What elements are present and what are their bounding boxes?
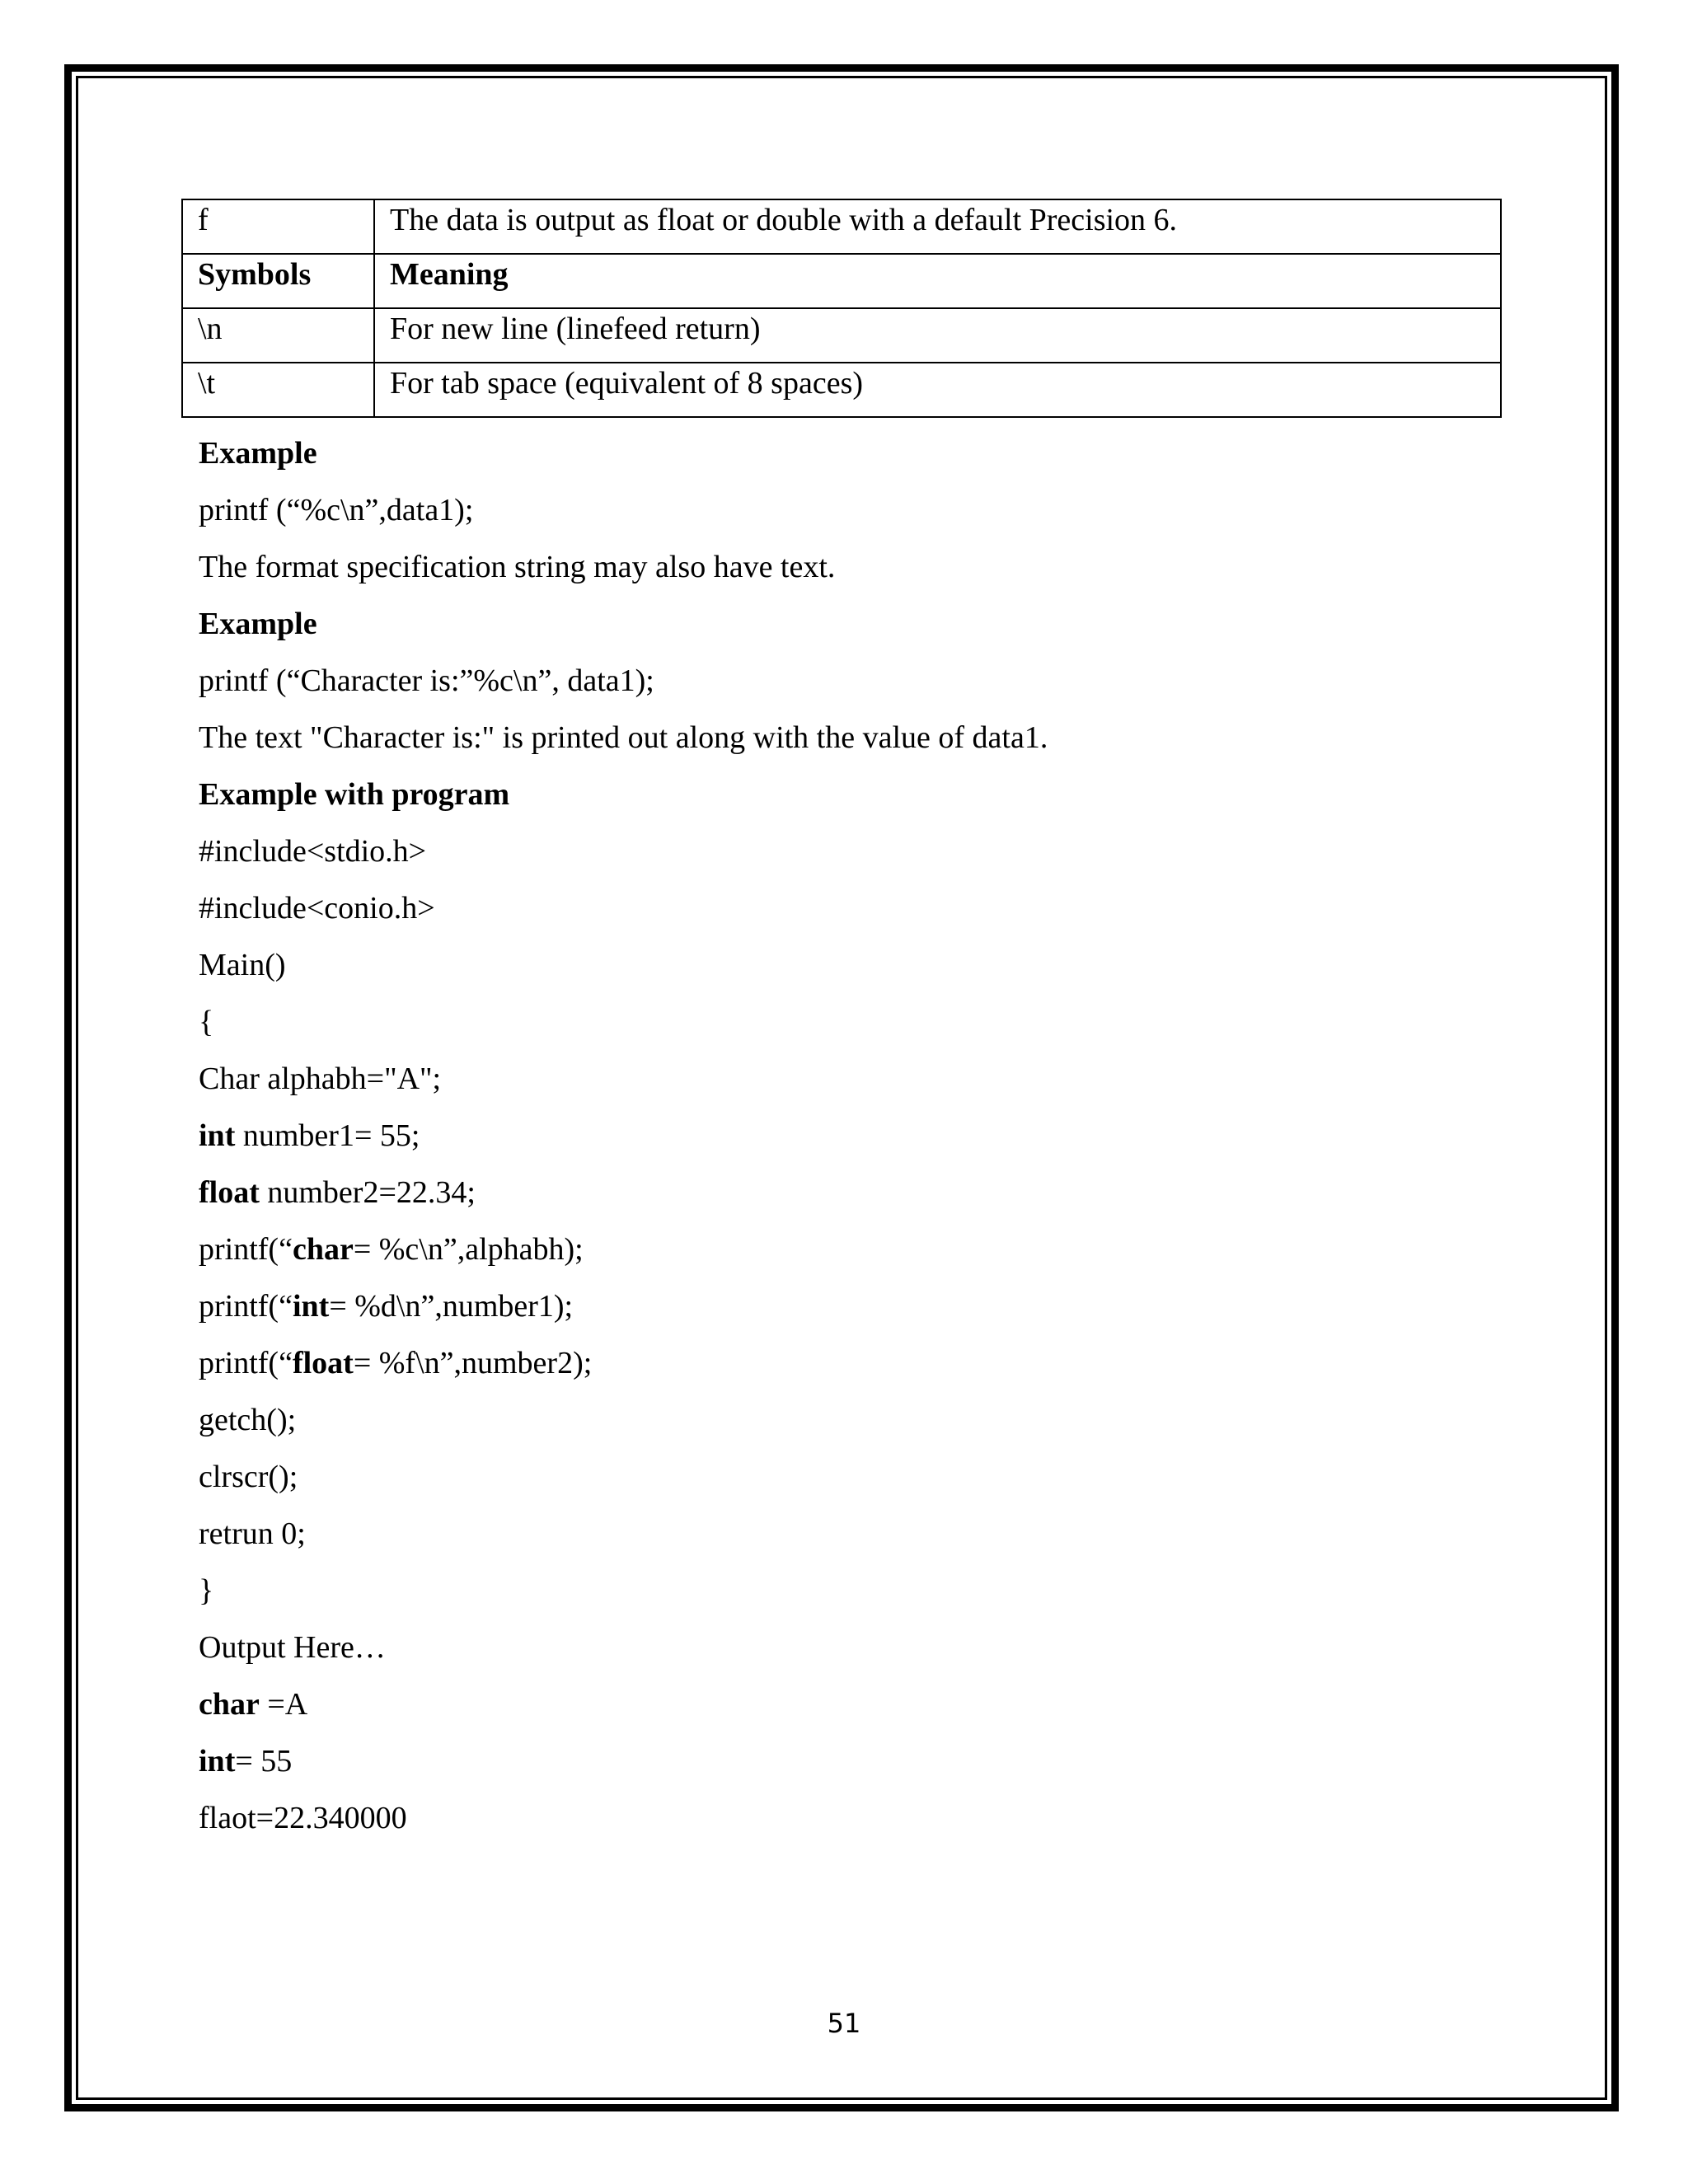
table-row xyxy=(182,308,1501,363)
code-line: clrscr(); xyxy=(199,1460,298,1494)
symbol-cell: Symbols xyxy=(182,254,374,308)
keyword: int xyxy=(199,1744,236,1779)
code-line: retrun 0; xyxy=(199,1516,306,1551)
keyword: char xyxy=(292,1232,354,1267)
program-heading: Example with program xyxy=(199,777,510,812)
output-heading: Output Here… xyxy=(199,1630,386,1665)
code-text: printf(“ xyxy=(199,1232,293,1267)
page-content xyxy=(199,433,1501,1854)
example-heading: Example xyxy=(199,607,317,641)
code-line: #include<stdio.h> xyxy=(199,834,427,869)
keyword: int xyxy=(199,1118,236,1153)
example-code-line: printf (“%c\n”,data1); xyxy=(199,493,474,527)
meaning-cell: Meaning xyxy=(374,254,1501,308)
code-line: } xyxy=(199,1573,214,1608)
meaning-cell: For tab space (equivalent of 8 spaces) xyxy=(374,363,1501,417)
symbol-cell: \t xyxy=(182,363,374,417)
text-note: The text "Character is:" is printed out along with the value of data1. xyxy=(199,720,1048,755)
code-line: Char alphabh="A"; xyxy=(199,1062,442,1096)
format-symbols-table xyxy=(181,199,1502,418)
code-line xyxy=(199,1343,1501,1399)
code-line: getch(); xyxy=(199,1403,297,1437)
code-line xyxy=(199,1115,1501,1172)
example-code-line: printf (“Character is:”%c\n”, data1); xyxy=(199,663,654,698)
page-number: 51 xyxy=(827,2008,861,2039)
output-line xyxy=(199,1741,1501,1797)
code-line xyxy=(199,1286,1501,1343)
code-text: = %f\n”,number2); xyxy=(353,1346,593,1380)
format-note: The format specification string may also have text. xyxy=(199,550,836,584)
output-text: = 55 xyxy=(235,1744,293,1779)
meaning-cell: For new line (linefeed return) xyxy=(374,308,1501,363)
meaning-cell: The data is output as float or double with a default Precision 6. xyxy=(374,199,1501,254)
output-line xyxy=(199,1684,1501,1741)
code-text: printf(“ xyxy=(199,1289,293,1324)
table-header-row xyxy=(182,254,1501,308)
symbol-cell: f xyxy=(182,199,374,254)
keyword: char xyxy=(199,1687,260,1722)
code-line: Main() xyxy=(199,948,286,982)
keyword: float xyxy=(199,1175,260,1210)
output-text: =A xyxy=(259,1687,308,1722)
code-text: = %c\n”,alphabh); xyxy=(353,1232,584,1267)
output-line: flaot=22.340000 xyxy=(199,1801,407,1835)
keyword: float xyxy=(292,1346,354,1380)
code-line xyxy=(199,1229,1501,1286)
code-line: #include<conio.h> xyxy=(199,891,435,926)
code-text: = %d\n”,number1); xyxy=(329,1289,574,1324)
code-text: printf(“ xyxy=(199,1346,293,1380)
code-line xyxy=(199,1172,1501,1229)
code-line: { xyxy=(199,1005,214,1039)
keyword: int xyxy=(292,1289,330,1324)
code-text: number2=22.34; xyxy=(259,1175,476,1210)
code-text: number1= 55; xyxy=(235,1118,420,1153)
table-row xyxy=(182,363,1501,417)
table-row xyxy=(182,199,1501,254)
symbol-cell: \n xyxy=(182,308,374,363)
example-heading: Example xyxy=(199,436,317,471)
